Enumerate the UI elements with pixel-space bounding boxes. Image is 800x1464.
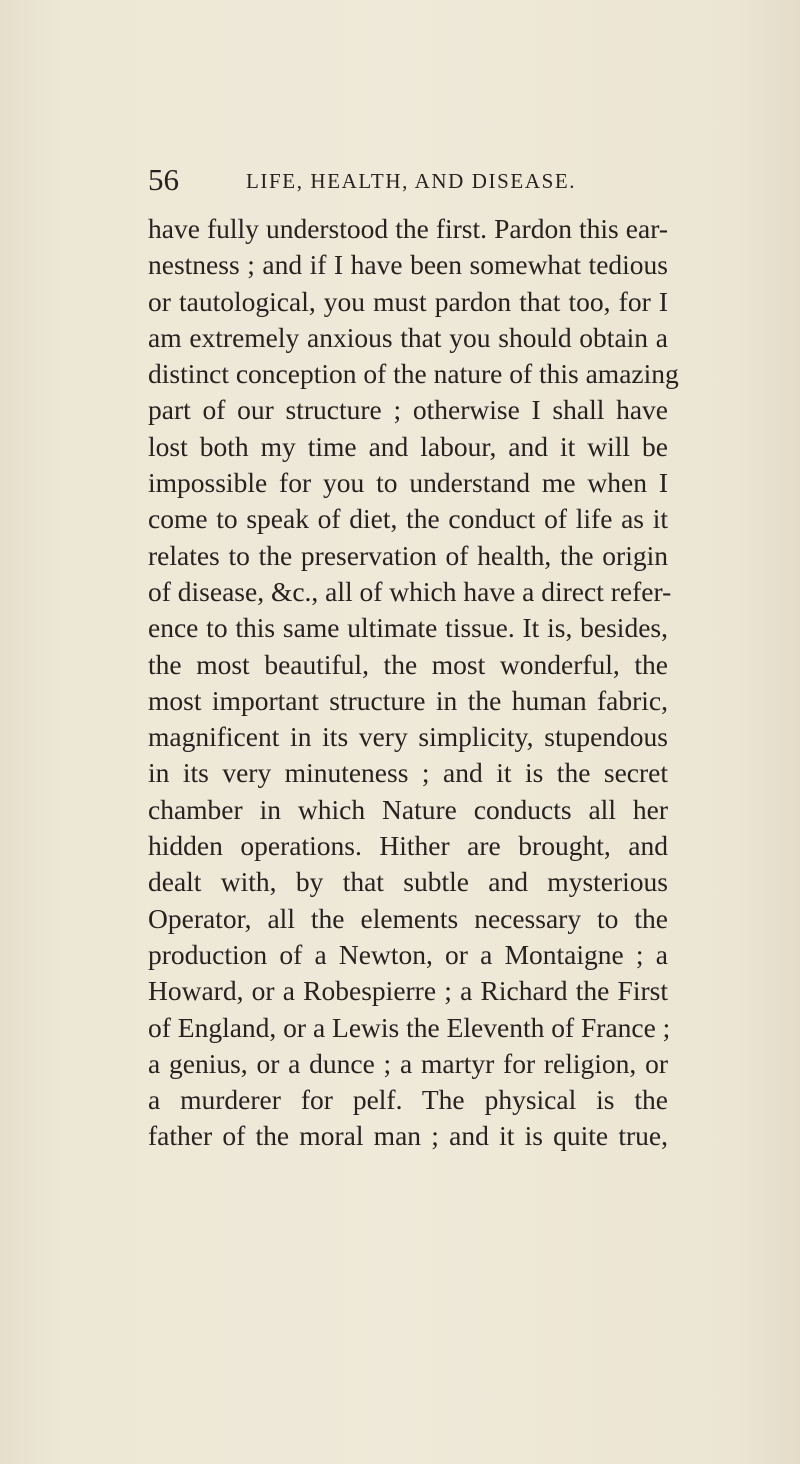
- page-number: 56: [148, 162, 179, 197]
- text-line: chamber in which Nature conducts all her: [148, 793, 668, 825]
- text-line: ence to this same ultimate tissue. It is, besides,: [148, 612, 668, 644]
- text-line: Howard, or a Robespierre ; a Richard the First: [148, 975, 668, 1007]
- text-line: or tautological, you must pardon that too, for I: [148, 285, 668, 317]
- text-line: in its very minuteness ; and it is the secret: [148, 757, 668, 789]
- body-text: [148, 211, 679, 1155]
- text-line: relates to the preservation of health, the origin: [148, 539, 668, 571]
- text-line: production of a Newton, or a Montaigne ; a: [148, 938, 668, 970]
- text-line: of England, or a Lewis the Eleventh of France ;: [148, 1011, 671, 1043]
- text-line: Operator, all the elements necessary to the: [148, 902, 668, 934]
- text-line: most important structure in the human fabric,: [148, 684, 668, 716]
- text-line: lost both my time and labour, and it will be: [148, 430, 668, 462]
- text-line: distinct conception of the nature of this amazing: [148, 358, 679, 390]
- running-title: LIFE, HEALTH, AND DISEASE.: [246, 169, 577, 193]
- text-line: part of our structure ; otherwise I shall have: [148, 394, 668, 426]
- text-line: magnificent in its very simplicity, stupendous: [148, 721, 668, 753]
- text-line: the most beautiful, the most wonderful, the: [148, 648, 668, 680]
- text-line: of disease, &c., all of which have a direct refer-: [148, 575, 672, 607]
- running-head: [148, 160, 668, 200]
- text-line: dealt with, by that subtle and mysterious: [148, 866, 668, 898]
- text-line: a murderer for pelf. The physical is the: [148, 1084, 668, 1116]
- text-line: come to speak of diet, the conduct of life as it: [148, 503, 668, 535]
- text-line: nestness ; and if I have been somewhat tedious: [148, 249, 668, 281]
- text-line: father of the moral man ; and it is quite true,: [148, 1120, 668, 1152]
- text-line: impossible for you to understand me when I: [148, 467, 668, 499]
- text-line: have fully understood the first. Pardon this ear-: [148, 213, 668, 244]
- text-line: am extremely anxious that you should obtain a: [148, 321, 668, 353]
- text-line: hidden operations. Hither are brought, and: [148, 830, 668, 862]
- text-line: a genius, or a dunce ; a martyr for religion, or: [148, 1047, 668, 1079]
